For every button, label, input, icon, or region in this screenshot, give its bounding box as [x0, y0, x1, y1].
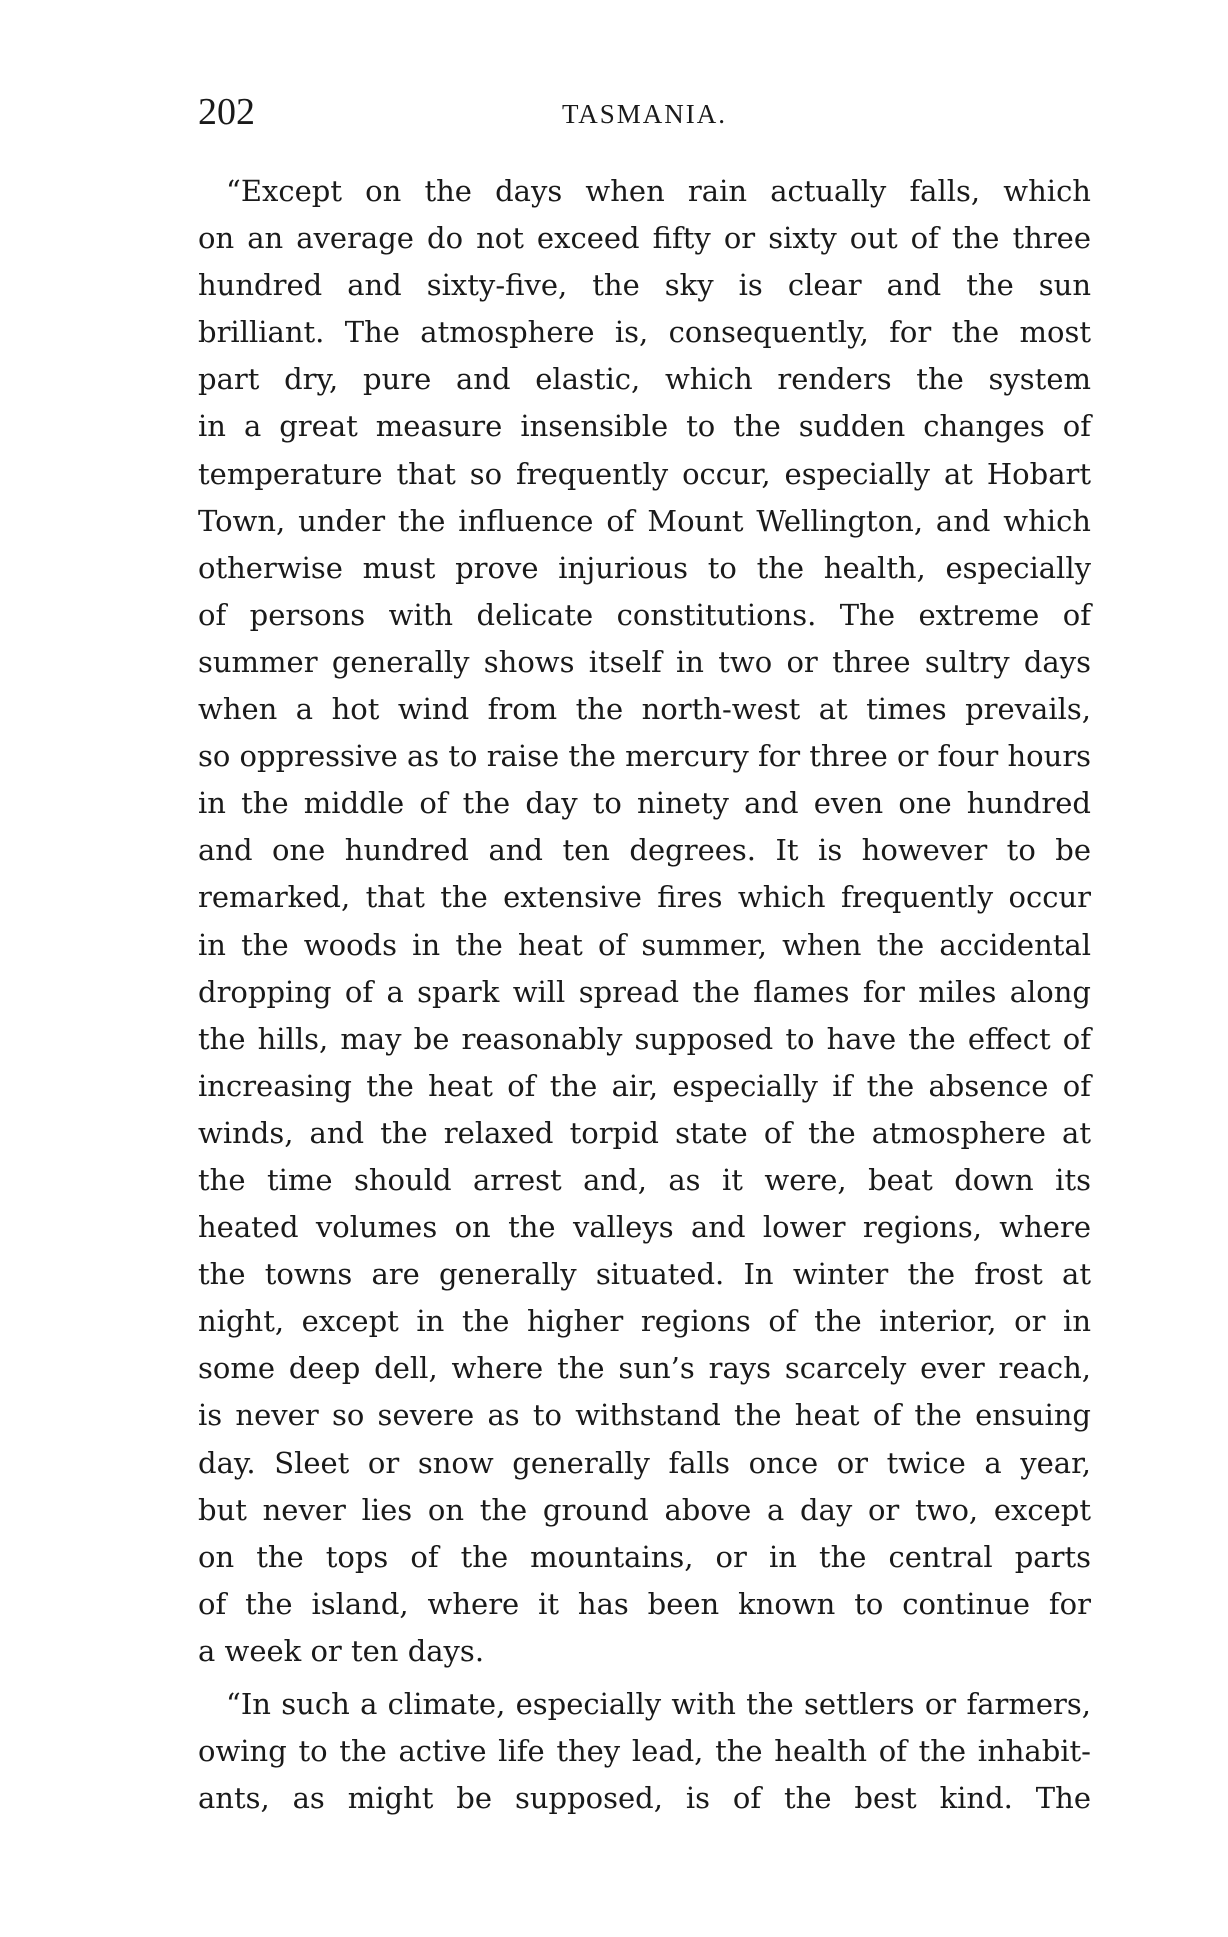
- text-line: summer generally shows itself in two or three sultry days: [198, 644, 1091, 679]
- text-line: remarked, that the extensive fires which frequently occur: [198, 880, 1091, 915]
- text-line: ants, as might be supposed, is of the best kind. The: [198, 1781, 1091, 1816]
- text-line: on an average do not exceed fifty or sixty out of the three: [198, 221, 1091, 256]
- text-line: of the island, where it has been known to continue for: [198, 1586, 1091, 1621]
- text-line: in the middle of the day to ninety and even one hundred: [198, 786, 1091, 821]
- text-line: in a great measure insensible to the sudden changes of: [198, 409, 1091, 444]
- text-line: but never lies on the ground above a day or two, except: [198, 1492, 1091, 1527]
- paragraph: [198, 168, 1091, 1675]
- text-line: the hills, may be reasonably supposed to have the effect of: [198, 1021, 1091, 1056]
- text-line: a week or ten days.: [198, 1633, 485, 1668]
- text-line: on the tops of the mountains, or in the central parts: [198, 1539, 1091, 1574]
- text-line: “In such a climate, especially with the settlers or farmers,: [226, 1687, 1091, 1721]
- body-text: [198, 168, 1091, 1822]
- page-number: 202: [198, 91, 255, 133]
- text-line: is never so severe as to withstand the heat of the ensuing: [198, 1398, 1091, 1433]
- text-line: temperature that so frequently occur, especially at Hobart: [198, 456, 1091, 491]
- text-line: in the woods in the heat of summer, when the accidental: [198, 927, 1091, 962]
- text-line: increasing the heat of the air, especially if the absence of: [198, 1068, 1091, 1103]
- text-line: otherwise must prove injurious to the health, especially: [198, 550, 1091, 585]
- text-line: brilliant. The atmosphere is, consequently, for the most: [198, 315, 1091, 350]
- text-line: “Except on the days when rain actually falls, which: [226, 174, 1091, 208]
- running-title: TASMANIA.: [561, 99, 728, 129]
- text-line: when a hot wind from the north-west at times prevails,: [198, 692, 1091, 727]
- text-line: and one hundred and ten degrees. It is however to be: [198, 833, 1091, 868]
- text-line: of persons with delicate constitutions. The extreme of: [198, 597, 1091, 632]
- text-line: hundred and sixty-five, the sky is clear and the sun: [198, 268, 1091, 303]
- text-line: some deep dell, where the sun’s rays scarcely ever reach,: [198, 1351, 1091, 1386]
- text-line: owing to the active life they lead, the health of the inhabit-: [198, 1734, 1091, 1769]
- text-line: winds, and the relaxed torpid state of the atmosphere at: [198, 1115, 1091, 1150]
- text-line: the time should arrest and, as it were, beat down its: [198, 1162, 1091, 1197]
- text-line: Town, under the influence of Mount Wellington, and which: [198, 503, 1091, 538]
- text-line: the towns are generally situated. In winter the frost at: [198, 1257, 1091, 1292]
- text-line: dropping of a spark will spread the flames for miles along: [198, 974, 1091, 1009]
- running-head: [198, 88, 1091, 136]
- text-line: heated volumes on the valleys and lower regions, where: [198, 1210, 1091, 1245]
- paragraph: [198, 1681, 1091, 1822]
- text-line: so oppressive as to raise the mercury for three or four hours: [198, 739, 1092, 774]
- text-line: night, except in the higher regions of the interior, or in: [198, 1304, 1091, 1339]
- text-line: day. Sleet or snow generally falls once or twice a year,: [198, 1445, 1091, 1480]
- text-line: part dry, pure and elastic, which renders the system: [198, 362, 1091, 397]
